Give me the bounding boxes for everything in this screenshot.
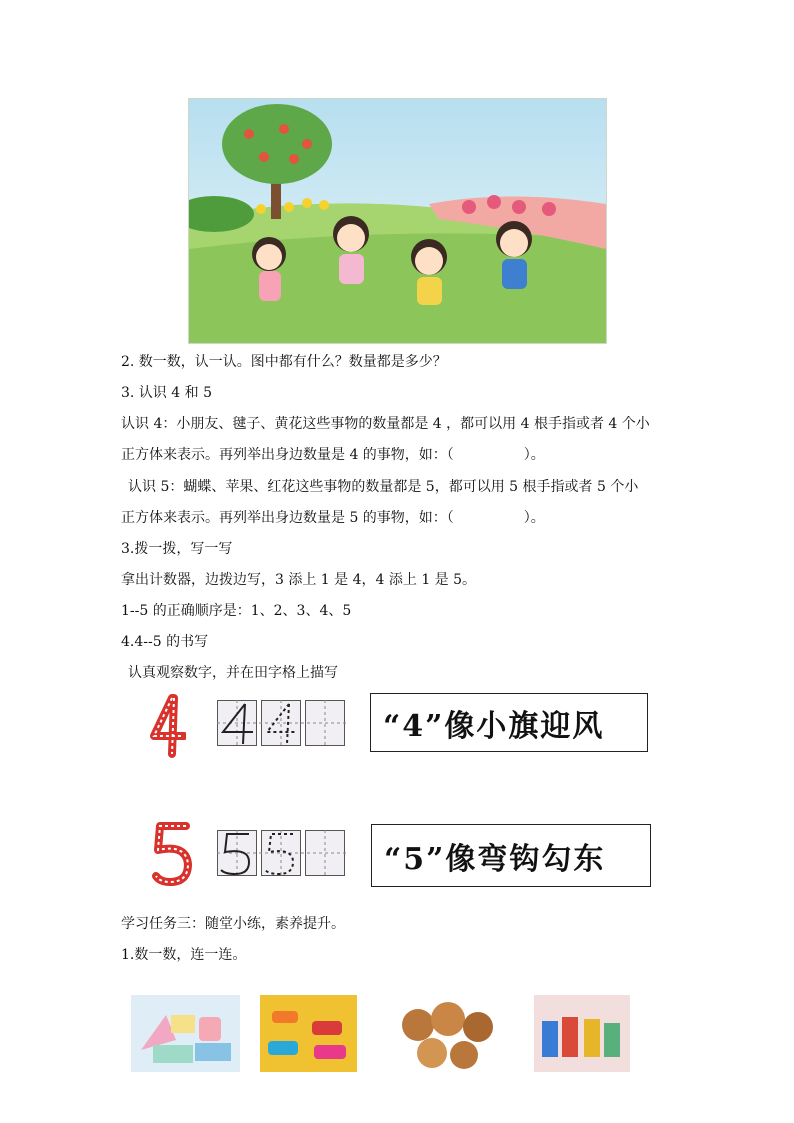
writing-grid-4[interactable] (217, 700, 349, 746)
question-2: 2. 数一数，认一认。图中都有什么？数量都是多少？ (121, 354, 447, 370)
teddy-bears-image (396, 995, 499, 1072)
know-5-line-1: 认识 5：蝴蝶、苹果、红花这些事物的数量都是 5，都可以用 5 根手指或者 5 个小 (128, 479, 639, 495)
observe-instruction: 认真观察数字，并在田字格上描写 (128, 665, 338, 681)
toy-cars-image (260, 995, 357, 1072)
writing-grid-5[interactable] (217, 830, 349, 876)
digit-5-stroke-guide (150, 820, 194, 888)
know-4-line-2: 正方体来表示。再列举出身边数量是 4 的事物，如：（ ）。 (121, 447, 545, 463)
toy-robots-image (534, 995, 630, 1072)
question-3b-title: 3.拨一拨，写一写 (121, 541, 233, 557)
building-blocks-image (131, 995, 240, 1072)
know-5-line-2: 正方体来表示。再列举出身边数量是 5 的事物，如：（ ）。 (121, 510, 545, 526)
number-order: 1--5 的正确顺序是：1、2、3、4、5 (121, 603, 352, 619)
question-4-title: 4.4--5 的书写 (121, 634, 209, 650)
phrase-box-5: “5”像弯钩勾东 (371, 824, 651, 887)
task-3-title: 学习任务三：随堂小练，素养提升。 (121, 916, 345, 932)
abacus-instruction: 拿出计数器，边拨边写，3 添上 1 是 4，4 添上 1 是 5。 (121, 572, 477, 588)
question-1: 1.数一数，连一连。 (121, 947, 247, 963)
phrase-box-4: “4”像小旗迎风 (370, 693, 648, 752)
question-3-title: 3. 认识 4 和 5 (121, 385, 212, 401)
digit-4-stroke-guide (150, 694, 186, 758)
playground-scene-illustration (188, 98, 607, 344)
know-4-line-1: 认识 4：小朋友、毽子、黄花这些事物的数量都是 4 ，都可以用 4 根手指或者 4 个小 (121, 416, 650, 432)
